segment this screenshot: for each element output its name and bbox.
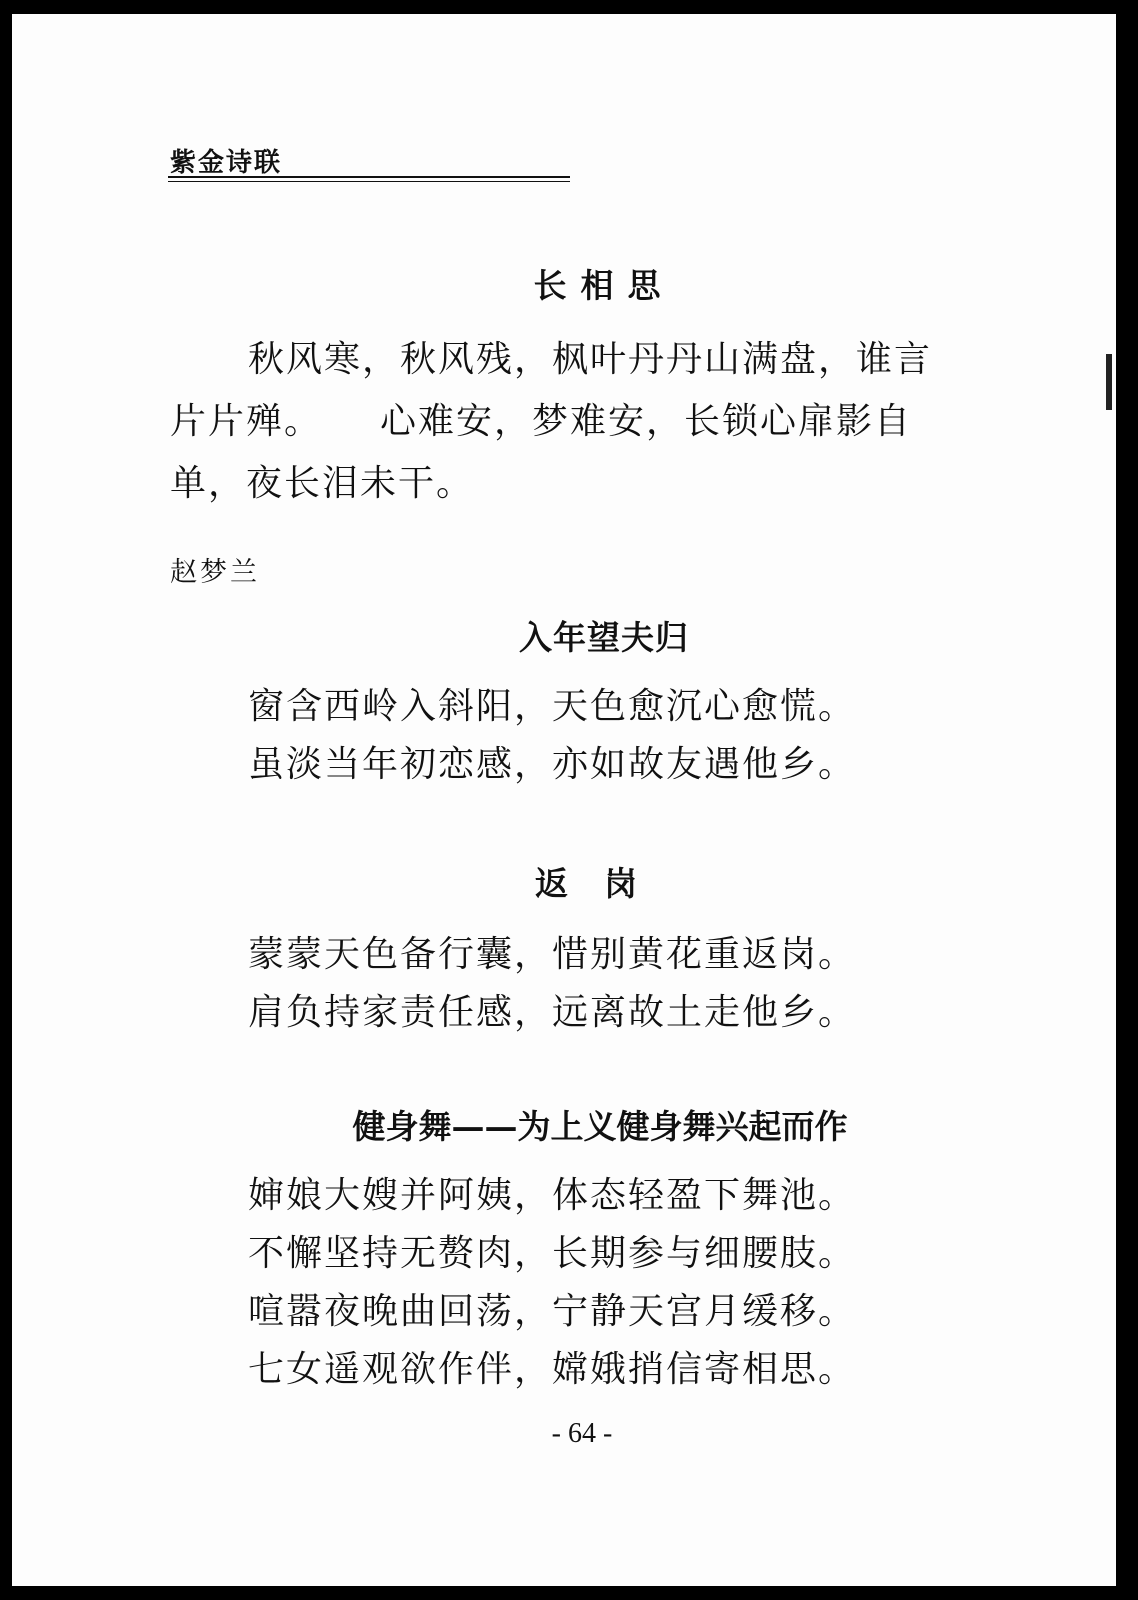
verse-line: 蒙蒙天色备行囊，惜别黄花重返岗。 [248, 934, 857, 975]
header-rule [168, 176, 570, 182]
page-number: - 64 - [551, 1418, 613, 1449]
poem-body: 秋风寒，秋风残，枫叶丹丹山满盘，谁言片片殚。 心难安，梦难安，长锁心扉影自单，夜长泪未干。 [170, 339, 933, 504]
poem-verse [248, 1167, 856, 1399]
verse-line: 婶娘大嫂并阿姨，体态轻盈下舞池。 [248, 1175, 857, 1216]
poem-title: 返岗 [535, 864, 673, 903]
verse-line: 肩负持家责任感，远离故土走他乡。 [248, 992, 857, 1033]
verse-line: 不懈坚持无赘肉，长期参与细腰肢。 [248, 1233, 857, 1274]
book-page [12, 14, 1116, 1586]
poem-verse [248, 678, 856, 794]
scan-edge-mark [1106, 354, 1112, 410]
poem-title: 健身舞——为上义健身舞兴起而作 [352, 1107, 848, 1146]
poem-title: 入年望夫归 [519, 618, 689, 657]
poem-author: 赵梦兰 [170, 557, 260, 588]
verse-line: 窗含西岭入斜阳，天色愈沉心愈慌。 [248, 686, 857, 727]
verse-line: 七女遥观欲作伴，嫦娥捎信寄相思。 [248, 1349, 857, 1390]
poem-verse [248, 926, 856, 1042]
verse-line: 喧嚣夜晚曲回荡，宁静天宫月缓移。 [248, 1291, 857, 1332]
poem-title: 长相思 [533, 266, 675, 305]
running-header: 紫金诗联 [170, 148, 283, 178]
verse-line: 虽淡当年初恋感，亦如故友遇他乡。 [248, 744, 857, 785]
